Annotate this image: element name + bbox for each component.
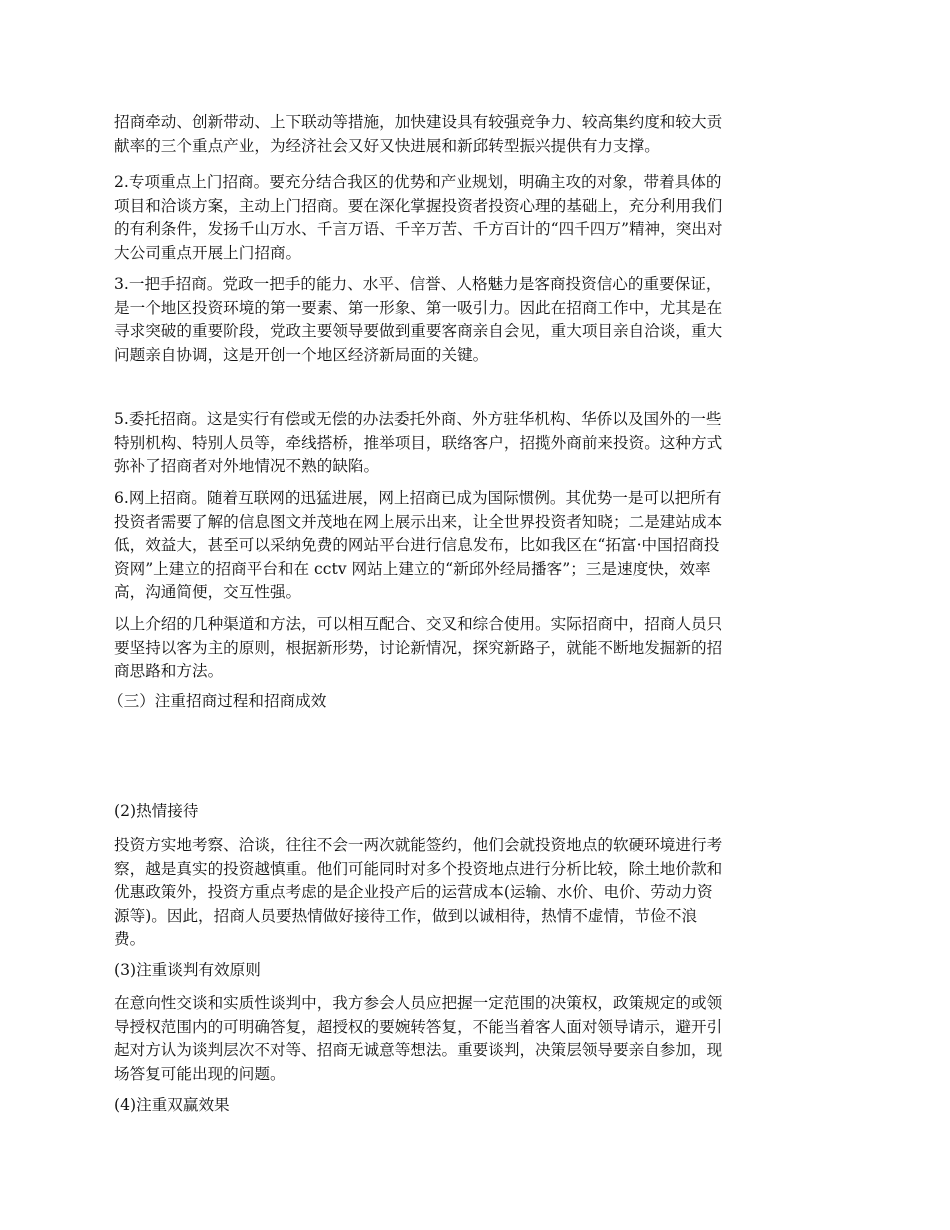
text-line: 商思路和方法。 [114, 662, 224, 681]
text-line: 项目和洽谈方案，主动上门招商。要在深化掌握投资者投资心理的基础上，充分利用我们 [114, 196, 723, 215]
text-line: 特别机构、特别人员等，牵线搭桥，推举项目，联络客户，招揽外商前来投资。这种方式 [114, 433, 723, 452]
paragraph-reception [114, 834, 838, 952]
text-line: 资网”上建立的招商平台和在 cctv 网站上建立的“新邱外经局播客”；三是速度快，效率 [114, 559, 711, 578]
text-line: 在意向性交谈和实质性谈判中，我方参会人员应把握一定范围的决策权，政策规定的或领 [114, 994, 723, 1012]
text-line: 要坚持以客为主的原则，根据新形势，讨论新情况，探究新路子，就能不断地发掘新的招 [114, 638, 723, 657]
text-line: 5.委托招商。这是实行有偿或无偿的办法委托外商、外方驻华机构、华侨以及国外的一些 [114, 410, 722, 428]
text-line: (3)注重谈判有效原则 [114, 961, 261, 979]
text-line: 导授权范围内的可明确答复，超授权的要婉转答复，不能当着客人面对领导请示，避开引 [114, 1017, 723, 1036]
subheading-reception [114, 800, 838, 824]
text-line: (4)注重双赢效果 [114, 1096, 230, 1114]
text-line: 问题亲自协调，这是开创一个地区经济新局面的关键。 [114, 345, 489, 364]
text-line: (2)热情接待 [114, 802, 199, 820]
text-line: 费。 [114, 930, 146, 949]
text-line: 起对方认为谈判层次不对等、招商无诚意等想法。重要谈判，决策层领导要亲自参加，现 [114, 1041, 723, 1060]
paragraph-summary [114, 613, 838, 684]
text-line: 大公司重点开展上门招商。 [114, 243, 302, 262]
text-line: 低，效益大，甚至可以采纳免费的网站平台进行信息发布，比如我区在“拓富·中国招商投 [114, 536, 720, 555]
paragraph-item-6 [114, 487, 838, 605]
text-line: 招商牵动、创新带动、上下联动等措施，加快建设具有较强竞争力、较高集约度和较大贡 [114, 113, 723, 131]
text-line: 的有利条件，发扬千山万水、千言万语、千辛万苦、千方百计的“四千四万”精神，突出对 [114, 220, 723, 239]
text-line: 高，沟通简便，交互性强。 [114, 583, 302, 602]
paragraph-item-3 [114, 273, 838, 367]
text-line: 源等)。因此，招商人员要热情做好接待工作，做到以诚相待，热情不虚情，节俭不浪 [114, 906, 698, 925]
text-line: （三）注重招商过程和招商成效 [108, 692, 327, 710]
text-line: 投资方实地考察、洽谈，往往不会一两次就能签约，他们会就投资地点的软硬环境进行考 [114, 836, 723, 854]
subheading-negotiation [114, 959, 838, 983]
text-line: 6.网上招商。随着互联网的迅猛进展，网上招商已成为国际惯例。其优势一是可以把所有 [114, 489, 722, 507]
text-line: 投资者需要了解的信息图文并茂地在网上展示出来，让全世界投资者知晓；二是建站成本 [114, 512, 723, 531]
section-heading-3 [108, 690, 832, 714]
text-line: 察，越是真实的投资越慎重。他们可能同时对多个投资地点进行分析比较，除土地价款和 [114, 859, 723, 878]
paragraph-item-5 [114, 408, 838, 479]
paragraph-negotiation [114, 992, 838, 1086]
paragraph-item-2 [114, 171, 838, 265]
text-line: 是一个地区投资环境的第一要素、第一形象、第一吸引力。因此在招商工作中，尤其是在 [114, 298, 723, 317]
text-line: 2.专项重点上门招商。要充分结合我区的优势和产业规划，明确主攻的对象，带着具体的 [114, 173, 722, 191]
text-line: 以上介绍的几种渠道和方法，可以相互配合、交叉和综合使用。实际招商中，招商人员只 [114, 615, 723, 633]
subheading-win-win [114, 1094, 838, 1118]
text-line: 场答复可能出现的问题。 [114, 1064, 286, 1083]
text-line: 3.一把手招商。党政一把手的能力、水平、信誉、人格魅力是客商投资信心的重要保证， [114, 275, 722, 293]
paragraph-continuation [114, 111, 838, 158]
text-line: 寻求突破的重要阶段，党政主要领导要做到重要客商亲自会见，重大项目亲自洽谈，重大 [114, 322, 723, 341]
text-line: 弥补了招商者对外地情况不熟的缺陷。 [114, 457, 380, 476]
text-line: 献率的三个重点产业，为经济社会又好又快进展和新邱转型振兴提供有力支撑。 [114, 136, 660, 155]
text-line: 优惠政策外，投资方重点考虑的是企业投产后的运营成本(运输、水价、电价、劳动力资 [114, 883, 713, 902]
